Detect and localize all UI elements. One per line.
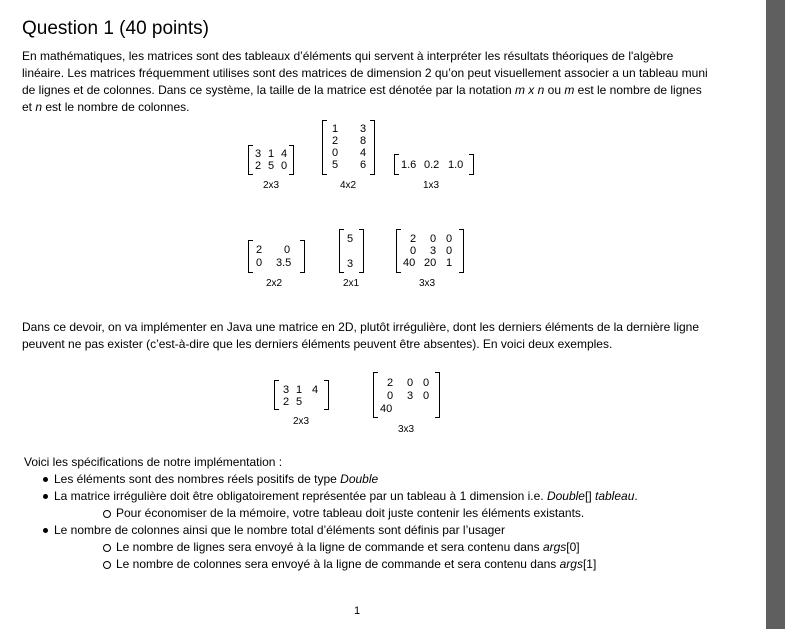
intro-text: En mathématiques, les matrices sont des tableaux d’éléments qui servent à interpréter les résultats théoriques de l'algèbre linéaire. Les matrices fréquemment utilises sont des matrices de dimension 2 qu’on peut visuellement associer a un tableau muni de lignes et de colonnes. Dans ce système, la taille de la matrice est dénotée par la notation	[22, 49, 708, 97]
implementation-paragraph: Dans ce devoir, on va implémenter en Java une matrice en 2D, plutôt irrégulière, dont les derniers éléments de la dernière ligne peuvent ne pas exister (c’est-à-dire que les derniers éléments peuvent être absentes). En voici deux exemples.	[22, 320, 700, 351]
var-n: n	[35, 100, 43, 114]
matrix-caption: 2x3	[263, 180, 280, 191]
matrix-caption: 4x2	[340, 180, 357, 191]
intro-ou: ou	[544, 83, 565, 97]
matrix-caption: 2x2	[266, 278, 283, 289]
type-double: Double	[340, 472, 379, 486]
matrix-cell: 1	[446, 257, 453, 269]
matrix-cell: 0.2	[424, 159, 440, 171]
matrix-cell: 4	[281, 148, 288, 160]
matrix-cell: 3	[430, 245, 437, 257]
bullet-text: La matrice irrégulière doit être obligatoirement représentée par un tableau à 1 dimension i.e.	[54, 489, 547, 503]
matrix-1x3	[394, 154, 474, 175]
matrix-cell: 0	[284, 244, 291, 256]
matrix-cell: 0	[423, 377, 430, 389]
matrix-cell: 5	[296, 396, 303, 408]
matrix-cell: 2	[387, 377, 394, 389]
bullet-text: Les éléments sont des nombres réels positifs de type	[54, 472, 341, 486]
var-m: m	[564, 83, 575, 97]
matrix-cell: 2	[283, 396, 290, 408]
matrix-cell: 2	[256, 244, 263, 256]
sub-bullet-item	[116, 557, 596, 571]
intro-m-desc: est le nombre de lignes et	[22, 83, 702, 114]
matrix-cell: 0	[430, 233, 437, 245]
intro-paragraph	[22, 48, 712, 116]
matrix-cell: 3	[360, 123, 367, 135]
matrix-cell: 5	[268, 160, 275, 172]
matrix-cell: 40	[403, 257, 416, 269]
irregular-matrix-2x3	[274, 380, 329, 410]
matrix-cell: 2	[332, 135, 339, 147]
matrix-cell: 6	[360, 159, 367, 171]
matrix-2x3	[248, 145, 294, 175]
type-double: Double	[546, 489, 585, 503]
sub-bullet-item	[116, 540, 580, 554]
matrix-cell: 0	[281, 160, 288, 172]
matrix-cell: 0	[387, 390, 394, 402]
var-tableau: tableau	[595, 489, 635, 503]
sub-bullet-text: Le nombre de colonnes sera envoyé à la ligne de commande et sera contenu dans	[116, 557, 560, 571]
matrix-cell: 0	[332, 147, 339, 159]
matrix-cell: 40	[380, 403, 393, 415]
var-args: args	[559, 557, 583, 571]
irregular-matrix-3x3	[373, 372, 440, 418]
period: .	[634, 489, 638, 503]
matrix-cell: 0	[256, 257, 263, 269]
matrix-cell: 4	[312, 384, 319, 396]
sub-bullet-item: Pour économiser de la mémoire, votre tableau doit juste contenir les éléments existants.	[116, 506, 585, 520]
bullet-item	[54, 489, 638, 503]
matrix-cell: 0	[446, 245, 453, 257]
matrix-caption: 3x3	[419, 278, 436, 289]
sub-bullet-text: Le nombre de lignes sera envoyé à la ligne de commande et sera contenu dans	[116, 540, 543, 554]
matrix-cell: 0	[407, 377, 414, 389]
matrix-cell: 2	[255, 160, 262, 172]
matrix-cell: 3	[283, 384, 290, 396]
matrix-cell: 1	[296, 384, 303, 396]
intro-n-desc: est le nombre de colonnes.	[42, 100, 190, 114]
args-index: [1]	[582, 557, 597, 571]
matrix-caption: 1x3	[423, 180, 440, 191]
matrix-cell: 1	[268, 148, 275, 160]
bullet-marker	[43, 528, 48, 533]
matrix-cell: 0	[410, 245, 417, 257]
sub-bullet-marker	[103, 561, 111, 569]
bullet-marker	[43, 477, 48, 482]
matrix-cell: 1.6	[401, 159, 417, 171]
sub-bullet-marker	[103, 510, 111, 518]
args-index: [0]	[566, 540, 580, 554]
sub-bullet-marker	[103, 544, 111, 552]
var-args: args	[542, 540, 567, 554]
matrix-cell: 0	[446, 233, 453, 245]
matrix-cell: 2	[410, 233, 417, 245]
specs-intro: Voici les spécifications de notre implémentation :	[24, 455, 283, 469]
vertical-scrollbar[interactable]	[766, 0, 785, 629]
bullet-marker	[43, 494, 48, 499]
matrix-2x2	[248, 240, 305, 273]
matrix-cell: 3	[407, 390, 414, 402]
matrix-cell: 1	[332, 123, 339, 135]
matrix-cell: 20	[424, 257, 437, 269]
matrix-cell: 0	[423, 390, 430, 402]
matrix-3x3	[396, 229, 464, 273]
notation-mxn: m x n	[514, 83, 545, 97]
matrix-cell: 3	[347, 258, 354, 270]
question-title: Question 1 (40 points)	[22, 18, 209, 39]
bullet-item: Le nombre de colonnes ainsi que le nombre total d’éléments sont définis par l’usager	[54, 523, 505, 537]
matrix-2x1	[339, 229, 364, 273]
matrix-cell: 3	[255, 148, 262, 160]
bullet-item	[54, 472, 378, 486]
matrix-4x2	[322, 120, 375, 175]
matrix-cell: 8	[360, 135, 367, 147]
matrix-cell: 3.5	[276, 257, 292, 269]
array-brackets: []	[584, 489, 595, 503]
matrix-caption: 2x3	[293, 416, 310, 427]
page-number: 1	[354, 605, 361, 617]
matrix-cell: 4	[360, 147, 367, 159]
matrix-cell: 5	[332, 159, 339, 171]
matrix-cell: 5	[347, 233, 354, 245]
matrix-cell: 1.0	[448, 159, 464, 171]
matrix-caption: 2x1	[343, 278, 360, 289]
matrix-caption: 3x3	[398, 424, 415, 435]
